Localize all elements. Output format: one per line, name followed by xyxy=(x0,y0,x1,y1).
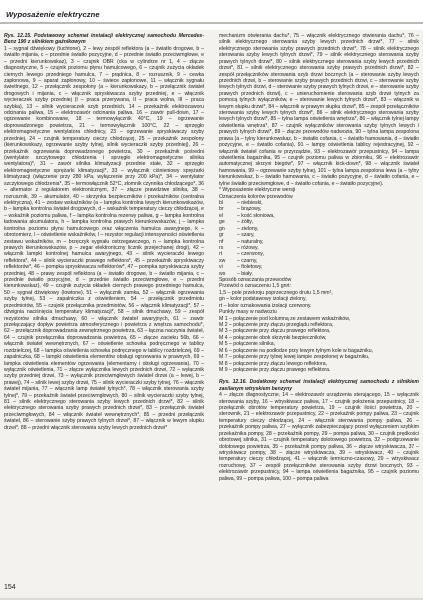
list-item: rt – kolor oznakowania izolacji czerwony. xyxy=(219,302,312,309)
list-item: M 3 – połączenie przy złączu prawego reflektora, xyxy=(219,328,331,335)
list-item: ge – żółty, xyxy=(219,219,253,226)
right-column xyxy=(219,33,419,593)
list-item: M 8 – połączenie przy złączu lewego reflektora, xyxy=(219,360,328,367)
list-item: M 1 – połączenie pod kolumną ze zestawem wskaźników, xyxy=(219,315,351,322)
header-divider xyxy=(0,22,423,24)
list-item: M 7 – połączenie przy tylnej lewej lampie zespolonej w bagażniku, xyxy=(219,354,370,361)
list-item: gn – kolor podstawowy izolacji zielony, xyxy=(219,296,307,303)
page-number: 154 xyxy=(4,584,16,591)
list-item: ws – biały. xyxy=(219,270,253,277)
list-item: M 5 – połączenie silnika, xyxy=(219,341,276,348)
page-header xyxy=(0,0,423,30)
list-item: bl – niebieski, xyxy=(219,199,263,206)
list-item: el – kość słoniowa, xyxy=(219,212,275,219)
legend-text-12-15: 1 – sygnał dźwiękowy (tuchtone), 2 – lewy zespół reflektora (a – światło drogowe, b – światło mijania, c – przednie światło pozycyjne, d – przednie światło przeciwmgłowe, e – przedni kierunkowskaz), 3 – czujnik OBR (cka w cylindrze nr 1, 4 – złącze diagnostyczne, 5 – czujnik poziomu płynu hamulcowego, 6 – czujnik zużycia okładek ciernych lewego przedniego hamulca, 7 – prądnica, 8 – rozrusznik, 9 – cewka zapłonowa, 9 – aparat zapłonowy, 10 – świece zapłonowe, 11 – włącznik sygnału świetlnego, 12 – przełącznik zespołony (a – kierunkowskazy, b – przełącznik świateł drogowych i mijania, c – włącznik spryskiwacza szyby przedniej, e – włącznik wycieraczek szyby przedniej (I – praca przerywana, II – praca wolna, III – praca szybka), 13 – silnik wycieraczek szyb przednich, 14 – przekaźnik elektrozaworu odcinania paliwa, 15 – elektrozawór odcinania paliwa, 16 – zawór pull-down, 17 – ogrzewanie kombinowane, 18 – termowyłącznik 40°C, 19 – ogrzewanie doprowadzonego powietrza, 21 – termowyłącznik 100°C, 22 – sprzęgło elektromagnetyczne wentylatora chłodnicy, 23 – ogrzewanie spryskiwaczy szyby przedniej, 24 – czujnik temperatury cieczy chłodzącej, 25 – przekaźnik zespołony (kierunkowskazy, ogrzewanie szyby tylnej, silnik wycieraczki szyby przedniej), 26 – przekaźnik ogrzewania doprowadzonego powietrza, 30 – przekaźnik pośredni (wentylator szczytowego chłodzenia i sprzęgło elektromagnetyczne silnika wentylatora)*, 31 – zawór silnika klimatyzacji przednie stałe, 32 – sprzęgło elektromagnetyczne sprężarki klimatyzacji*, 33 – wyłącznik ciśnieniowy sprężarki klimatyzacji (włączenie przy 280 kPa, wyłączenie przy 200 kPa)*, 34 – wentylator szczytowego chłodzenia*, 35 – termowłącznik 52°C, złomnik czynnika chłodzącego*, 36 – alternator z regulatorem elektronicznym, 37 – złącze prawdziwe silnika, 38 – rozrusznik, 39 – akumulator, 40 – skrzynka bezpieczników i przekaźników (centralna elektryczna), 41 – zestaw wskaźników (a – lampka kontrolna lewych kierunkowskazów, b – lampka kontrolna świateł drogowych, d – wskaźnik temperatury cieczy chłodzącej, e – wskaźnik poziomu paliwa, f – lampka kontrolna rezerwy paliwa, g – lampka kontrolna ładowania akumulatora, h – lampka kontrolna prawych kierunkowskazów, j – lampka kontrolna poziomu płynu hamulcowego oraz włączenia hamulca awaryjnego, k – obrotomierz, l – oświetlenie wskaźników, l – rezystor regulacji intensywności oświetlenia zestawu wskaźników, m – brzęczyk sygnału ostrzegawczego, n – lampka kontrolna prawych kierunkowskazów, p – zegar elektroniczny licznik przejechanej drogi), 42 – włącznik lampki kontrolnej hamulca awaryjnego, 43 – silnik wycieraczki lewego reflektora*, 44 – silnik wycieraczki prawego reflektora*, 45 – przekaźnik spryskiwaczy reflektorów*, 46 – pompka spryskiwacza reflektorów*, 47 – pompka spryskiwacza szyby przedniej, 48 – prawy zespół reflektora (a – światło drogowe, b – światło mijania, c – przednie światło pozycyjne, d – przednie światło przeciwmgłowe, e – przedni kierunkowskaz), 49 – czujnik zużycia okładek ciernych prawego przedniego hamulca, 50 – sygnał dźwiękowy (lowtone), 51 – wyłącznik zamka, 52 – włącznik ogrzewania szyby tylnej, 53 – zapalniczka z oświetleniem, 54 – przełącznik przedmiotu przedmiotów, 55 – czujnik przełącznika przedmiotów, 56 – włącznik klimatyzacji*, 57 – dźwignia naciśnięcia temperatury klimatyzacji*, 58 – silnik dmuchawy, 59 – zespół rezystorów silnika dmuchawy, 60 – włącznik świateł awaryjnych, 61 – zawór przełączający dopływ powietrza atmosferycznego i powietrza z wnętrza samochodu*, 62 – przełącznik doprowadzania zewnętrznego powietrza, 63 – łączna naczynia świateł, 64 – czujnik przełącznika doprowadzania powietrza, 65 – złącze zacieku 56b, 66 – włącznik świateł wewnętrznych, 67 – oświetlenie schowka podręcznego w tablicy rozdzielczej, 68 – lampka oświetlenia schowka podręcznego w tablicy rozdzielczej, 69 – zapalniczka, 68 – lampki oświetlenia elementów obsługi ogrzewania w prawnych, 69 – lampka oświetlenia elementów ogrzewania (elementarny i obsługi ogrzewania), 70 – wyłącznik oświetlenia, 71 – złącze wyłącznika lewych przednich drzwi, 72 – wyłącznik szyby przedniej drzwi, 73 – wyłącznik przeciwmgłowych świateł drzwi (a – lewej, b – prawej), 74 – silnik lewej szyby drzwi, 75 – silnik wycieraczki szyby tylnej, 76 – włącznik świateł mijania, 77 – włącznik lamp świateł tylnych*, 78 – włącznik sterowania szyby tylnej*, 79 – przekaźnik świateł przeciwmgłowych, 80 – silnik wycieraczki szyby tylnej, 81 – silnik elektrycznego sterowania szyby lewych przednich drzwi*, 82 – silnik elektrycznego sterowania szyby prawych przednich drzwi*, 83 – przełącznik świateł przeciwmgłowych, 84 – włącznik świateł wewnętrznych*, 85 – przedni przełącznik świateł, 86 – sterowanie szyby prawych tylnych drzwi*, 87 – włącznik w lewym słupku drzwi*, 88 – przedni włącznik sterowania szyby lewych przednich drzwi* xyxy=(4,45,204,431)
left-column xyxy=(4,33,204,581)
list-item: gr – szary, xyxy=(219,232,255,239)
wire-colors-heading: Oznaczenia kolorów przewodów xyxy=(219,193,293,200)
list-item: M 9 – połączenie przy złączu prawego reflektora. xyxy=(219,366,331,373)
list-item: M 2 – połączenie przy złączu przeglądu reflektora, xyxy=(219,321,334,328)
wire-color-list xyxy=(219,200,419,277)
wire-marking-list xyxy=(219,290,419,309)
list-item: rt – czerwony, xyxy=(219,251,265,258)
list-item: sw – czarny, xyxy=(219,257,258,264)
list-item: br – brązowy, xyxy=(219,206,262,213)
wire-example: Przewód o oznaczeniu 1,5 gnrt: xyxy=(219,283,292,290)
ground-points-heading: Punkty masy w nadwoziu xyxy=(219,309,277,316)
list-item: gn – zielony, xyxy=(219,225,259,232)
list-item: M 4 – połączenie obok skrzynki bezpieczników, xyxy=(219,334,327,341)
wire-marking-heading: Sposób oznaczania przewodów xyxy=(219,277,292,284)
figure-caption-12-16: Rys. 12.16. Dodatkowy schemat instalacji elektrycznej samochodu z silnikiem zasilanym wtryskiem benzyny xyxy=(219,379,419,392)
list-item: rs – różowy, xyxy=(219,244,259,251)
section-title: Wyposażenie elektryczne xyxy=(6,10,100,19)
list-item: M 6 – połączenie na podłodze przy lewym tylnym kole w bagażniku, xyxy=(219,347,374,354)
list-item: nf – naturalny, xyxy=(219,238,264,245)
ground-points-list xyxy=(219,316,419,374)
figure-caption-12-15: Rys. 12.15. Podstawowy schemat instalacji elektrycznej samochodu Mercedes-Benz 190 z silnikiem gaźnikowym xyxy=(4,33,204,46)
list-item: vi – fioletowy, xyxy=(219,264,263,271)
optional-equipment-note: * Wyposażenie elektryczne wersji xyxy=(219,187,296,194)
legend-text-12-16: 4 – złącze diagnostyczne, 14 – elektrozawór urządzenia sterującego, 15 – wyłącznik sterowania szyby, 16 – wtryskiwacz paliwa, 17 – czujnik położenia przepustnicy, 18 – przełącznik obrotów temperatury powietrza, 19 – czujnik ilości powietrza, 20 – sterownik, 21 – elektrozawór przepustnicy, 22 – przekaźnik pompy paliwa, 23 – czujnik temperatury cieczy chłodzącej, 24 – włącznik sterowania pompy paliwa, 26 – przekaźnik pompy paliwa, 27 – wyłącznik zabezpieczający przed wyłączeniem szybkim przekaźnika pompy, 28 – przekaźnik pompy, 29 – pompa paliwa, 30 – czujnik prędkości obrotowej silnika, 31 – czujnik temperatury dolotowego powietrza, 32 – podgrzewanie dolotowego powietrza, 35 – przekaźnik pompy paliwa, 36 – złącze wtryskiwacza, 37 – wtryskiwacz pompy, 38 – złącze wtryskiwacza, 39 – wtryskiwacz, 40 – czujnik temperatury cieczy chłodzącej, 41 – włącznik termiczno-czasowy, 29 – wtryskiwacz rozruchowy, 37 – zespół przełączników sterowania szyby drzwi bocznych, 93 – elektrozawór przepustnicy, 94 – lampa oświetlenia bagażnika, 95 – czujnik poziomu paliwa, 99 – pompa paliwa, 100 – pompa paliwa xyxy=(219,392,419,482)
list-item: 1,5 – pole przekroju poprzecznego drutu 1,5 mm², xyxy=(219,289,333,296)
legend-continuation: mechanizm otwierania dachu*, 75 – włącznik elektrycznego otwierania dachu*, 76 – silnik elektrycznego sterowania szyby lewych przednich drzwi*, 77 – silnik elektrycznego sterowania szyby prawych przednich drzwi*, 78 – silnik elektrycznego sterowania szyby lewych tylnych drzwi*, 79 – silnik elektrycznego sterowania szyby prawych tylnych drzwi*, 80 – silnik elektrycznego sterowania szyby lewych przednich drzwi*, 81 – silnik elektrycznego sterowania szyby prawych przednich drzwi*, 82 – zespół przełączników sterowania szyb drzwi bocznych (a – sterowanie szyby lewych przednich drzwi, b – sterowanie szyby prawych przednich drzwi, c – sterowanie szyby lewych tylnych drzwi, d – sterowanie szyby prawych tylnych drzwi, e – sterowanie szyby prawych przednich drzwi), c – unieruchomienie sterowania szyb drzwi tylnych za pomocą tylnych wyłączników, e – sterowanie lewych tylnych drzwi*, 83 – włącznik w lewym słupku drzwi*, 84 – włącznik w prawym słupku drzwi*, 85 – zespół przełączników sterowania szyby lewych tylnych drzwi*, 86 – silnik elektrycznego sterowania szyby lewych tylnych drzwi*, 85 – tylna lampa oświetlenia wnętrza*, 86 – włącznik tylnej lampy oświetlenia wnętrza*, 87 – czujnik wyłączników sterowania szyby tylnych lewych i prawych tylnych drzwi*, 89 – złącze przewodów nadwozia, 90 – tylna lampa zespolona prawa (a – tylny kierunkowskaz, b – światło cofania, c – światło hamowania, d – światło pozycyjne, e – światło cofania), 91 – lampy oświetlenia tablicy rejestracyjnej, 92 – włącznik świateł cofania w przyrządzie, 93 – elektrozawór przepustnicy, 94 – lampa oświetlenia bagażnika, 95 – czujnik poziomu paliwa w zbiorniku, 96 – elektrozawór automatycznej skrzyni biegów*, 97 – włącznik kick-down*, 98 – włącznik świateł hamowania, 99 – ogrzewanie szyby tylnej, 101 – tylna lampa zespolona lewa (a – tylny kierunkowskaz, b – światło hamowania, c – światło pozycyjne, d – światło cofania, e – tylne światło przeciwmgłowe, d – światło cofania, e – światło pozycyjne). xyxy=(219,33,419,187)
